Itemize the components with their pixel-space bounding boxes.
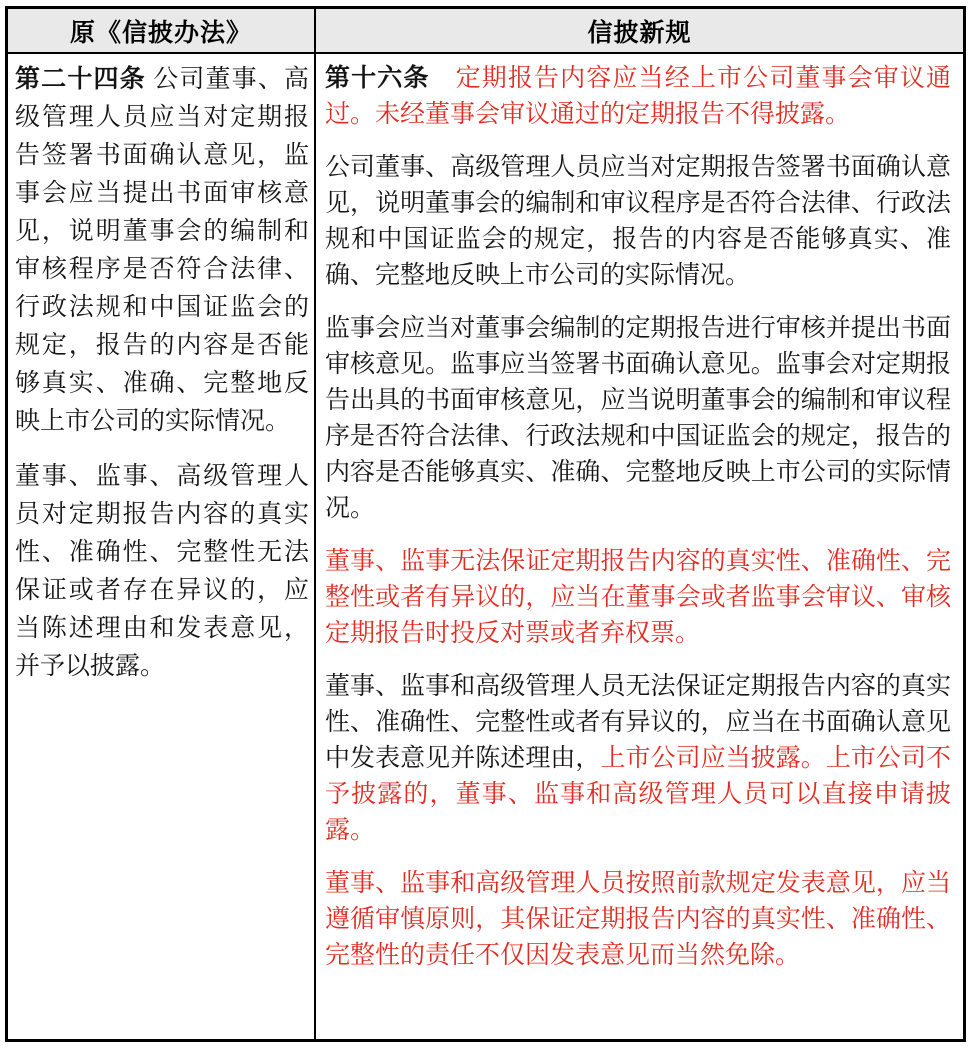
paragraph (325, 311, 951, 527)
text-run: 上市公司应当披露。上市公司不予披露的，董事、监事和高级管理人员可以直接申请披露。 (325, 745, 951, 844)
paragraph (325, 61, 951, 133)
paragraph (325, 669, 951, 849)
text-run: 董事、监事和高级管理人员按照前款规定发表意见，应当遵循审慎原则，其保证定期报告内容的真实性、准确性、完整性的责任不仅因发表意见而当然免除。 (325, 870, 951, 969)
text-run: 第十六条 (325, 65, 456, 92)
text-run: 董事、监事和高级管理人员无法保证定期报告内容的真实性、准确性、完整性或者有异议的，应当在书面确认意见中发表意见并陈述理由， (325, 673, 951, 772)
regulation-comparison-table (5, 6, 966, 1042)
text-run: 监事会应当对董事会编制的定期报告进行审核并提出书面审核意见。监事应当签署书面确认意见。监事会对定期报告出具的书面审核意见，应当说明董事会的编制和审议程序是否符合法律、行政法规和中国证监会的规定，报告的内容是否能够真实、准确、完整地反映上市公司的实际情况。 (325, 315, 951, 522)
text-run: 董事、监事、高级管理人员对定期报告内容的真实性、准确性、完整性无法保证或者存在异议的，应当陈述理由和发表意见，并予以披露。 (15, 463, 309, 680)
header-cell-old-rules: 原《信披办法》 (8, 9, 316, 54)
text-run: 公司董事、高级管理人员应当对定期报告签署书面确认意见，监事会应当提出书面审核意见，说明董事会的编制和审核程序是否符合法律、行政法规和中国证监会的规定，报告的内容是否能够真实、准确、完整地反映上市公司的实际情况。 (15, 66, 309, 435)
text-run: 公司董事、高级管理人员应当对定期报告签署书面确认意见，说明董事会的编制和审议程序是否符合法律、行政法规和中国证监会的规定，报告的内容是否能够真实、准确、完整地反映上市公司的实际情况。 (325, 154, 951, 289)
old-rules-column (8, 54, 316, 1039)
paragraph (325, 150, 951, 294)
new-rules-column (316, 54, 963, 1039)
text-run: 第二十四条 (15, 66, 154, 93)
text-run: 定期报告内容应当经上市公司董事会审议通过。未经董事会审议通过的定期报告不得披露。 (325, 65, 951, 128)
text-run: 董事、监事无法保证定期报告内容的真实性、准确性、完整性或者有异议的，应当在董事会或者监事会审议、审核定期报告时投反对票或者弃权票。 (325, 548, 951, 647)
paragraph (325, 866, 951, 974)
paragraph (15, 458, 309, 686)
paragraph (15, 61, 309, 441)
paragraph (325, 544, 951, 652)
header-cell-new-rules: 信披新规 (316, 9, 963, 54)
